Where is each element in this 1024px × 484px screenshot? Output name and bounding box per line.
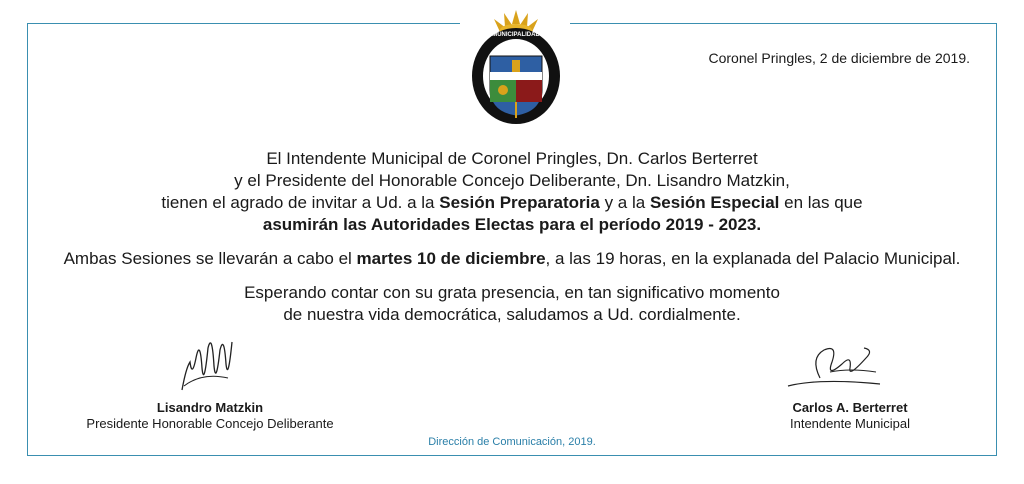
- paragraph1-line2: y el Presidente del Honorable Concejo Deliberante, Dn. Lisandro Matzkin,: [234, 171, 790, 190]
- signature-right-icon: [780, 338, 890, 394]
- signer-left-title: Presidente Honorable Concejo Deliberante: [86, 416, 334, 431]
- invitation-body: [0, 148, 1024, 326]
- paragraph3-line1: Esperando contar con su grata presencia, en tan significativo momento: [244, 283, 780, 302]
- signature-block-left: [70, 400, 350, 432]
- p2-part-c: , a las 19 horas, en la explanada del Palacio Municipal.: [545, 249, 961, 268]
- paragraph2: [0, 248, 1024, 270]
- paragraph1-line1: El Intendente Municipal de Coronel Pringles, Dn. Carlos Berterret: [266, 149, 758, 168]
- paragraph1-line3: [0, 192, 1024, 214]
- signature-block-right: [740, 400, 960, 432]
- footer-credit: Dirección de Comunicación, 2019.: [428, 436, 596, 448]
- line3-part-a: tienen el agrado de invitar a Ud. a la: [161, 193, 440, 212]
- svg-text:MUNICIPALIDAD: MUNICIPALIDAD: [492, 32, 540, 38]
- date-line: Coronel Pringles, 2 de diciembre de 2019.: [708, 50, 970, 66]
- line3-part-e: en las que: [779, 193, 863, 212]
- p2-date: martes 10 de diciembre: [356, 249, 546, 268]
- signer-right-title: Intendente Municipal: [790, 416, 910, 431]
- line3-part-c: y a la: [599, 193, 650, 212]
- municipal-seal-icon: [466, 8, 566, 132]
- signer-left-name: Lisandro Matzkin: [156, 400, 264, 415]
- sesion-preparatoria: Sesión Preparatoria: [439, 193, 600, 212]
- signer-right-name: Carlos A. Berterret: [792, 400, 908, 415]
- sesion-especial: Sesión Especial: [649, 193, 780, 212]
- p2-part-a: Ambas Sesiones se llevarán a cabo el: [63, 249, 357, 268]
- paragraph3-line2: de nuestra vida democrática, saludamos a Ud. cordialmente.: [283, 305, 741, 324]
- autoridades-electas: asumirán las Autoridades Electas para el período 2019 - 2023.: [262, 215, 762, 234]
- signature-left-icon: [172, 328, 242, 396]
- paragraph1-line4: [0, 214, 1024, 236]
